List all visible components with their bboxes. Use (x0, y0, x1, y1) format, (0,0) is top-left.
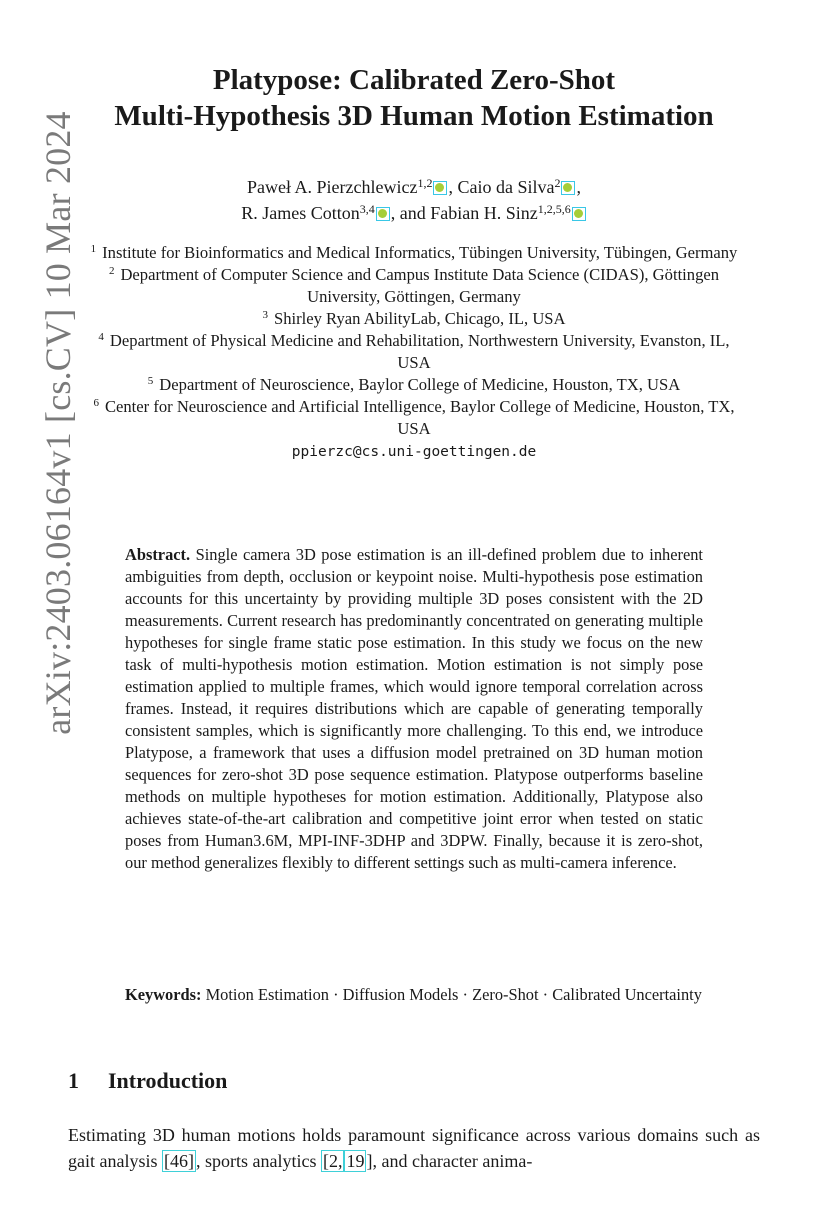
orcid-icon[interactable] (561, 181, 575, 195)
affiliation-number: 6 (93, 397, 99, 409)
title-line-1: Platypose: Calibrated Zero-Shot (212, 64, 616, 96)
abstract (125, 544, 703, 874)
affiliation (90, 374, 738, 396)
citation-link[interactable]: [46] (163, 1151, 194, 1171)
affiliation-number: 1 (90, 243, 97, 255)
author-list (100, 174, 728, 226)
orcid-icon[interactable] (433, 181, 447, 195)
affiliation (90, 330, 738, 374)
citation-link[interactable] (321, 1150, 345, 1172)
orcid-icon[interactable] (376, 207, 390, 221)
affiliation-number: 3 (262, 309, 268, 321)
intro-text: Estimating 3D human motions holds paramount significance across various domains such as gait analysis (68, 1125, 760, 1171)
intro-text: , sports analytics (195, 1151, 321, 1171)
affiliation-text: Shirley Ryan AbilityLab, Chicago, IL, USA (273, 309, 566, 328)
contact-email[interactable]: ppierzc@cs.uni-goettingen.de (291, 444, 537, 460)
separator: , and (390, 203, 431, 223)
separator: , (576, 177, 581, 197)
affiliation (90, 308, 738, 330)
separator: , (448, 177, 453, 197)
author-name: Paweł A. Pierzchlewicz (247, 177, 418, 197)
affiliation-text: Center for Neuroscience and Artificial Intelligence, Baylor College of Medicine, Houston, TX, USA (104, 397, 735, 438)
arxiv-identifier-text: arXiv:2403.06164v1 [cs.CV] 10 Mar 2024 (38, 111, 78, 735)
affiliation-number: 4 (98, 331, 104, 343)
section-title: Introduction (108, 1068, 228, 1093)
keywords-label: Keywords: (125, 985, 202, 1004)
affiliation-number: 2 (108, 265, 115, 277)
keywords (125, 984, 703, 1006)
author-name: Caio da Silva (457, 177, 555, 197)
author-affil: 1,2 (417, 176, 433, 190)
arxiv-identifier (38, 28, 78, 818)
author-affil: 1,2,5,6 (537, 202, 571, 216)
citation-open: [2, (322, 1151, 343, 1171)
keywords-text: Motion Estimation · Diffusion Models · Zero-Shot · Calibrated Uncertainty (205, 985, 702, 1004)
abstract-text: Single camera 3D pose estimation is an ill-defined problem due to inherent ambiguities from depth, occlusion or keypoint noise. Multi-hypothesis pose estimation accounts for this uncertainty by providing multiple 3D poses consistent with the 2D measurements. Current research has predominantly concentrated on generating multiple hypotheses for single frame static pose estimation. In this study we focus on the new task of multi-hypothesis motion estimation. Motion estimation is not simply pose estimation applied to multiple frames, which would ignore temporal correlation across frames. Instead, it requires distributions which are capable of generating temporally consistent samples, which is significantly more challenging. To this end, we introduce Platypose, a framework that uses a diffusion model pretrained on 3D human motion sequences for zero-shot 3D pose sequence estimation. Platypose outperforms baseline methods on multiple hypotheses for motion estimation. Additionally, Platypose also achieves state-of-the-art calibration and competitive joint error when tested on static poses from Human3.6M, MPI-INF-3DHP and 3DPW. Finally, because it is zero-shot, our method generalizes flexibly to different settings such as multi-camera inference. (125, 545, 703, 872)
author-name: Fabian H. Sinz (430, 203, 538, 223)
section-number: 1 (68, 1068, 79, 1093)
intro-text: , and character anima- (372, 1151, 533, 1171)
affiliation (90, 242, 738, 264)
author-line-1 (100, 174, 728, 200)
citation-number: 19 (346, 1151, 365, 1171)
citation-link[interactable] (344, 1150, 366, 1172)
paper-title (60, 62, 768, 134)
orcid-icon[interactable] (572, 207, 586, 221)
affiliation-number: 5 (147, 375, 154, 387)
affiliations (90, 242, 738, 463)
section-heading (68, 1068, 227, 1094)
affiliation-text: Department of Computer Science and Campus Institute Data Science (CIDAS), Göttingen University, Göttingen, Germany (120, 265, 720, 306)
email-line (90, 440, 738, 463)
affiliation-text: Department of Neuroscience, Baylor College of Medicine, Houston, TX, USA (159, 375, 681, 394)
title-line-2: Multi-Hypothesis 3D Human Motion Estimation (114, 100, 714, 132)
affiliation (90, 264, 738, 308)
author-affil: 3,4 (359, 202, 375, 216)
intro-paragraph (68, 1122, 760, 1174)
affiliation-text: Institute for Bioinformatics and Medical Informatics, Tübingen University, Tübingen, Germany (102, 243, 738, 262)
citation-close: ] (366, 1151, 373, 1171)
affiliation (90, 396, 738, 440)
author-name: R. James Cotton (241, 203, 360, 223)
author-line-2 (100, 200, 728, 226)
affiliation-text: Department of Physical Medicine and Rehabilitation, Northwestern University, Evanston, IL, USA (109, 331, 730, 372)
abstract-label: Abstract. (125, 545, 191, 564)
author-affil: 2 (554, 176, 561, 190)
